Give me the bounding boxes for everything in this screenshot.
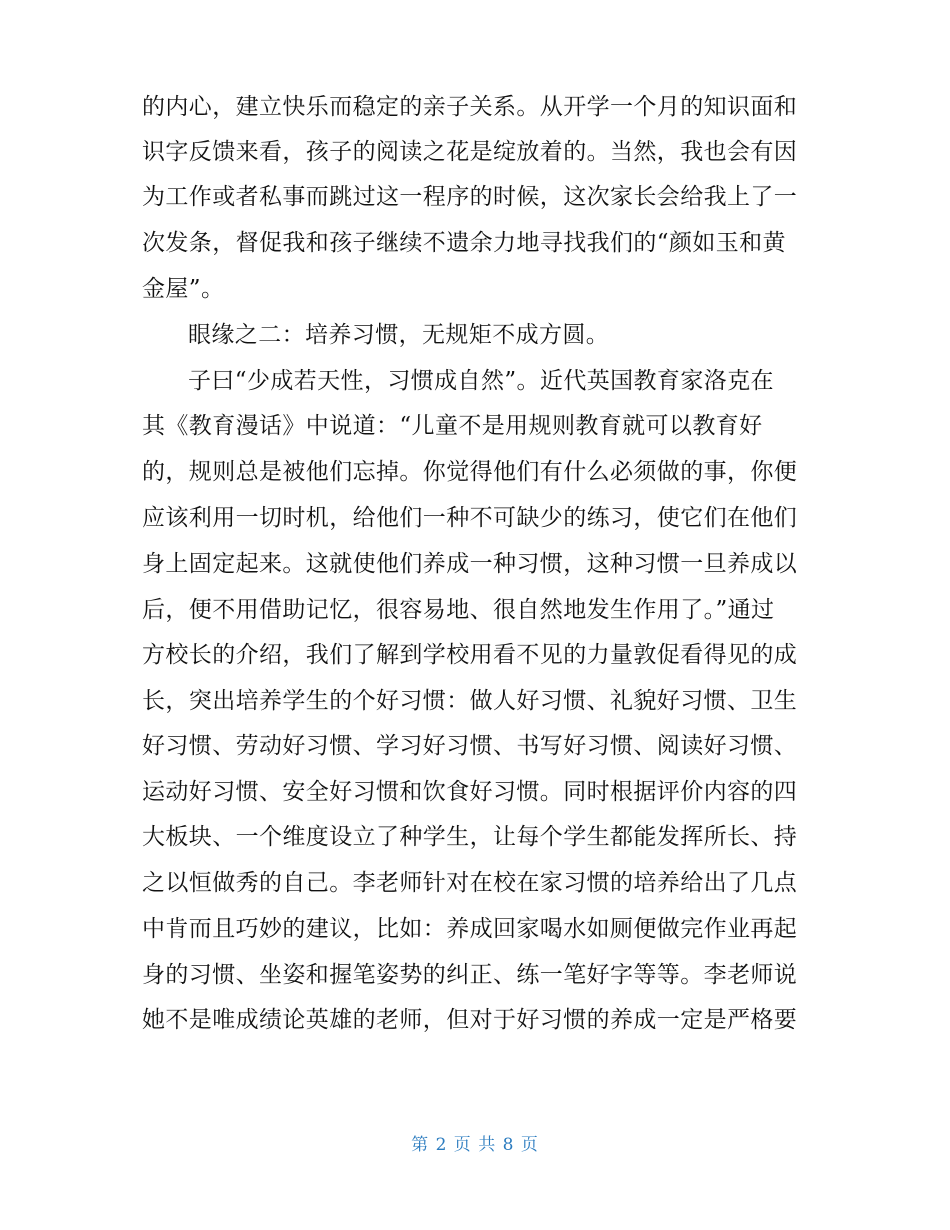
paragraph-line: 长，突出培养学生的个好习惯：做人好习惯、礼貌好习惯、卫生 (142, 688, 798, 714)
paragraph-line: 后，便不用借助记忆，很容易地、很自然地发生作用了。”通过 (142, 597, 775, 623)
paragraph-line: 好习惯、劳动好习惯、学习好习惯、书写好习惯、阅读好习惯、 (142, 733, 798, 759)
paragraph-line: 大板块、一个维度设立了种学生，让每个学生都能发挥所长、持 (142, 824, 798, 850)
page-number-footer: 第 2 页 共 8 页 (411, 1135, 539, 1155)
paragraph-line: 身上固定起来。这就使他们养成一种习惯，这种习惯一旦养成以 (142, 551, 798, 577)
paragraph-line: 中肯而且巧妙的建议，比如：养成回家喝水如厕便做完作业再起 (142, 916, 798, 942)
paragraph-line: 子曰“少成若天性，习惯成自然”。近代英国教育家洛克在 (188, 368, 774, 394)
paragraph-line: 识字反馈来看，孩子的阅读之花是绽放着的。当然，我也会有因 (142, 139, 798, 165)
paragraph-line: 其《教育漫话》中说道：“儿童不是用规则教育就可以教育好 (142, 413, 763, 439)
paragraph-line: 的内心，建立快乐而稳定的亲子关系。从开学一个月的知识面和 (142, 94, 798, 120)
paragraph-line: 金屋”。 (142, 276, 225, 302)
paragraph-line: 方校长的介绍，我们了解到学校用看不见的力量敦促看得见的成 (142, 642, 798, 668)
paragraph-line: 应该利用一切时机，给他们一种不可缺少的练习，使它们在他们 (142, 505, 798, 531)
paragraph-line: 的，规则总是被他们忘掉。你觉得他们有什么必须做的事，你便 (142, 459, 798, 485)
paragraph-line: 之以恒做秀的自己。李老师针对在校在家习惯的培养给出了几点 (142, 870, 798, 896)
paragraph-line: 身的习惯、坐姿和握笔姿势的纠正、练一笔好字等等。李老师说 (142, 962, 798, 988)
paragraph-line: 她不是唯成绩论英雄的老师，但对于好习惯的养成一定是严格要 (142, 1007, 798, 1033)
paragraph-line: 为工作或者私事而跳过这一程序的时候，这次家长会给我上了一 (142, 184, 798, 210)
section-heading: 眼缘之二：培养习惯，无规矩不成方圆。 (188, 322, 610, 348)
paragraph-line: 次发条，督促我和孩子继续不遗余力地寻找我们的“颜如玉和黄 (142, 230, 786, 256)
paragraph-line: 运动好习惯、安全好习惯和饮食好习惯。同时根据评价内容的四 (142, 779, 798, 805)
